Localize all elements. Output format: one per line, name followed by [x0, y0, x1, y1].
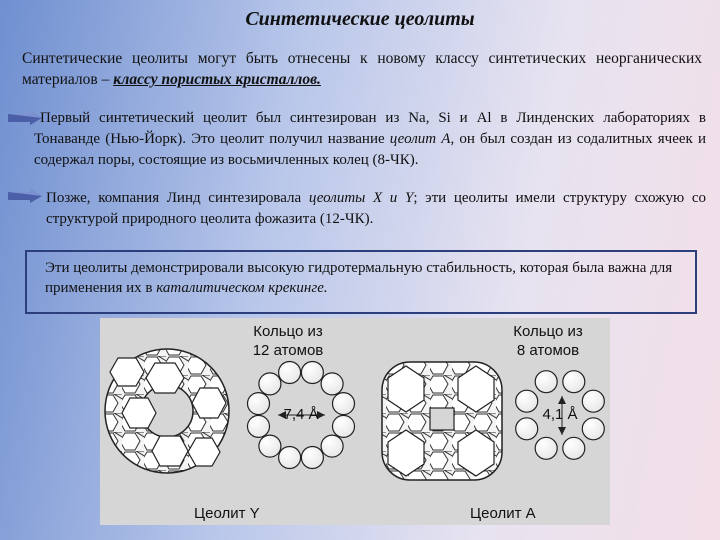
- ring12-atom: [279, 362, 301, 384]
- ring12-atom: [259, 373, 281, 395]
- intro-text: Синтетические цеолиты могут быть отнесены к новому классу синтетических неорганических материалов –: [22, 50, 702, 88]
- ring12-label-line1: Кольцо из: [253, 323, 323, 340]
- ring8-label-line2: 8 атомов: [516, 342, 580, 359]
- ring8-atom: [582, 418, 604, 440]
- ring12-atom: [321, 435, 343, 457]
- ring12-atom: [279, 447, 301, 469]
- paragraph1-text: Первый синтетический цеолит был синтезирован из Na, Si и Al в Линденских лабораториях в Тонаванде (Нью-Йорк). Это цеолит получил название: [34, 110, 706, 147]
- stability-box: [25, 250, 697, 314]
- pore-size-12: 7,4 Å: [283, 406, 319, 423]
- ring8-atom: [563, 371, 585, 393]
- zeolite-a-structure: [382, 362, 502, 480]
- linde-paragraph: [46, 188, 706, 230]
- intro-paragraph: [22, 48, 702, 90]
- ring12-atom: [301, 447, 323, 469]
- catalytic-cracking-text: каталитическом крекинге.: [156, 280, 328, 296]
- zeolite-y-structure: [105, 349, 229, 473]
- intro-emphasis: классу пористых кристаллов.: [113, 71, 321, 88]
- slide-title: Синтетические цеолиты: [245, 8, 475, 30]
- paragraph2-text: Позже, компания Линд синтезировала: [46, 190, 309, 206]
- ring8-atom: [535, 437, 557, 459]
- paragraph1-text-end: , он был создан из содалитных ячеек и содержал поры, состоящие из восьмичленных колец (8-ЧК).: [34, 131, 706, 168]
- ring8-atom: [516, 418, 538, 440]
- ring12-label-line2: 12 атомов: [252, 342, 324, 359]
- ring8-atom: [563, 437, 585, 459]
- zeolite-a-name: цеолит А: [389, 131, 451, 147]
- zeolite-structures-figure: [100, 318, 610, 525]
- ring12-atom: [333, 393, 355, 415]
- ring12-atom: [248, 393, 270, 415]
- zeolite-y-label: Цеолит Y: [194, 505, 260, 522]
- ring8-label-line1: Кольцо из: [513, 323, 583, 340]
- ring12-atom: [301, 362, 323, 384]
- zeolites-xy-name: цеолиты X и Y: [308, 190, 414, 206]
- bullet-arrow-icon: [8, 189, 42, 203]
- ring12-atom: [321, 373, 343, 395]
- ring8-atom: [535, 371, 557, 393]
- zeolite-a-label: Цеолит А: [470, 505, 536, 522]
- ring12-atom: [333, 415, 355, 437]
- ring8-atom: [516, 390, 538, 412]
- ring12-atom: [248, 415, 270, 437]
- ring8-atom: [582, 390, 604, 412]
- pore-size-8: 4,1 Å: [542, 406, 578, 423]
- ring12-atom: [259, 435, 281, 457]
- paragraph2-text-end: ; эти цеолиты имели структуру схожую со структурой природного цеолита фожазита (12-ЧК).: [46, 190, 707, 227]
- first-zeolite-paragraph: [34, 108, 706, 171]
- stability-text: Эти цеолиты демонстрировали высокую гидротермальную стабильность, которая была важна для применения их в: [45, 260, 673, 296]
